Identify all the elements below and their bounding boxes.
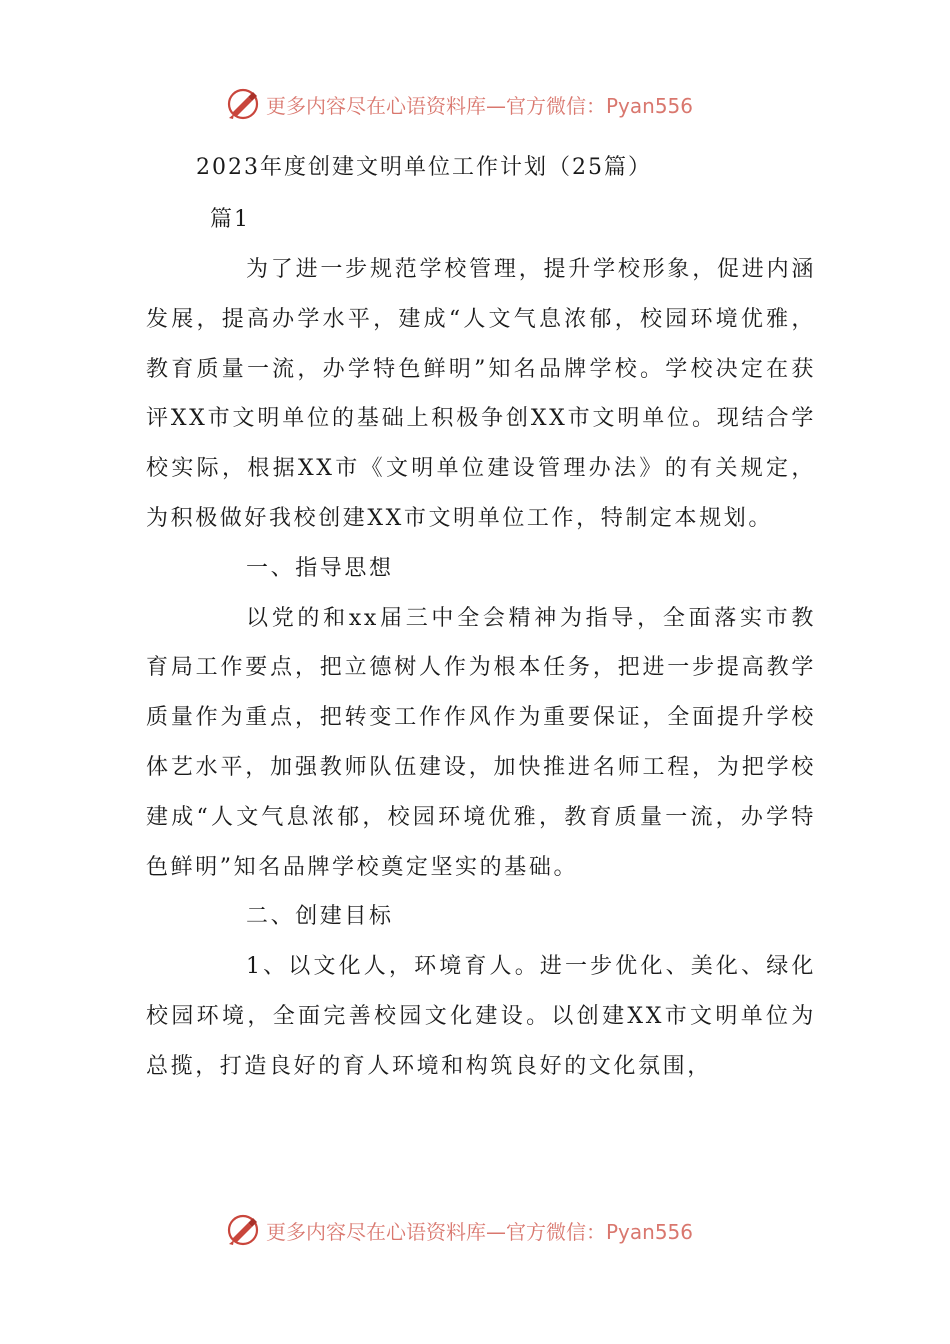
document-title: 2023年度创建文明单位工作计划（25篇）	[196, 155, 652, 180]
pen-logo-icon	[226, 1213, 260, 1247]
paragraph-guiding-thought: 以党的和xx届三中全会精神为指导，全面落实市教育局工作要点，把立德树人作为根本任务，把进一步提高教学质量作为重点，把转变工作作风作为重要保证，全面提升学校体艺水平，加强教师队伍建设，加快推进名师工程，为把学校建成“人文气息浓郁，校园环境优雅，教育质量一流，办学特色鲜明”知名品牌学校奠定坚实的基础。	[146, 605, 816, 880]
paragraph-goal-1: 1、以文化人，环境育人。进一步优化、美化、绿化校园环境，全面完善校园文化建设。以创建XX市文明单位为总揽，打造良好的育人环境和构筑良好的文化氛围，	[146, 954, 816, 1079]
watermark-banner-top	[226, 84, 726, 124]
watermark-banner-bottom	[226, 1210, 726, 1250]
document-body	[146, 245, 816, 1092]
watermark-text: 更多内容尽在心语资料库—官方微信：Pyan556	[266, 93, 694, 118]
chapter-label: 篇1	[210, 207, 250, 232]
section-heading-guiding-thought: 一、指导思想	[246, 555, 394, 581]
watermark-text: 更多内容尽在心语资料库—官方微信：Pyan556	[266, 1219, 694, 1244]
section-heading-goals: 二、创建目标	[246, 904, 394, 930]
pen-logo-icon	[226, 87, 260, 121]
paragraph-intro: 为了进一步规范学校管理，提升学校形象，促进内涵发展，提高办学水平，建成“人文气息浓郁，校园环境优雅，教育质量一流，办学特色鲜明”知名品牌学校。学校决定在获评XX市文明单位的基础上积极争创XX市文明单位。现结合学校实际，根据XX市《文明单位建设管理办法》的有关规定，为积极做好我校创建XX市文明单位工作，特制定本规划。	[146, 257, 816, 531]
